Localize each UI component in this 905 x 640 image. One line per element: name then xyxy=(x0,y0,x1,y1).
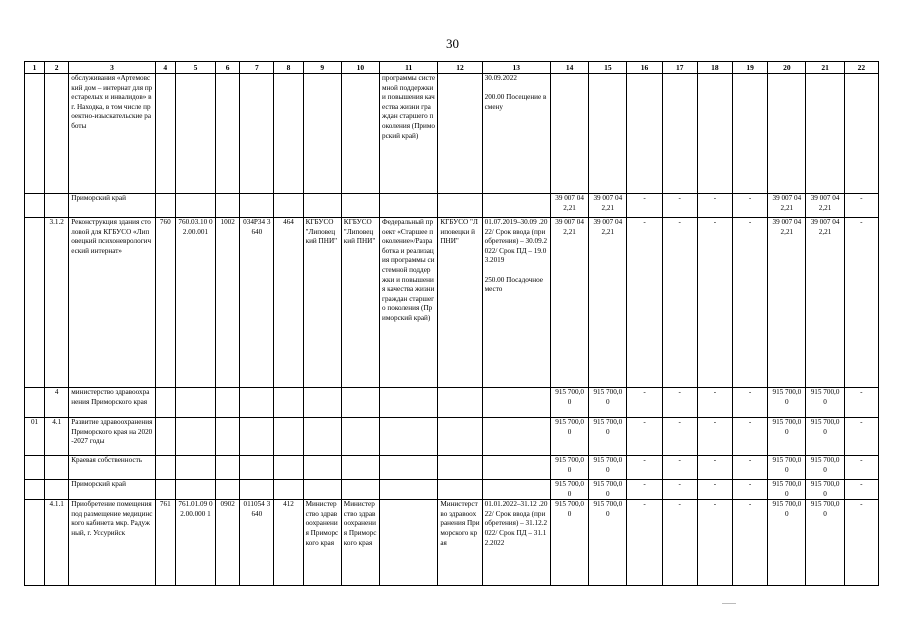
table-cell xyxy=(438,418,482,456)
table-cell xyxy=(303,74,341,194)
table-cell xyxy=(240,456,274,480)
table-cell: Краевая собственность xyxy=(69,456,156,480)
table-cell: - xyxy=(662,480,697,500)
table-cell: 760 xyxy=(155,218,175,388)
table-cell: 4.1.1 xyxy=(45,500,69,586)
table-cell xyxy=(240,194,274,218)
table-row xyxy=(25,388,879,418)
table-cell: 915 700,0 0 xyxy=(806,388,844,418)
table-cell xyxy=(155,456,175,480)
table-cell xyxy=(274,456,303,480)
table-cell xyxy=(240,418,274,456)
table-cell xyxy=(25,456,45,480)
page-number: 30 xyxy=(446,36,459,51)
table-cell: 915 700,0 0 xyxy=(550,500,588,586)
header-cell: 11 xyxy=(380,62,438,74)
table-cell xyxy=(274,194,303,218)
header-cell: 19 xyxy=(733,62,768,74)
header-cell: 9 xyxy=(303,62,341,74)
table-cell xyxy=(550,74,588,194)
table-cell: 39 007 04 2,21 xyxy=(806,218,844,388)
table-cell xyxy=(627,74,662,194)
table-cell xyxy=(482,456,550,480)
header-cell: 18 xyxy=(697,62,732,74)
table-cell: 915 700,0 0 xyxy=(550,456,588,480)
table-cell: Приморский край xyxy=(69,194,156,218)
table-cell xyxy=(240,74,274,194)
table-cell xyxy=(303,480,341,500)
table-cell xyxy=(768,74,806,194)
table-cell: - xyxy=(733,456,768,480)
table-cell xyxy=(274,480,303,500)
table-cell xyxy=(45,480,69,500)
table-row xyxy=(25,480,879,500)
table-cell xyxy=(25,388,45,418)
table-cell xyxy=(341,480,379,500)
table-row xyxy=(25,456,879,480)
table-cell xyxy=(662,74,697,194)
table-cell xyxy=(25,74,45,194)
table-cell: - xyxy=(697,500,732,586)
header-cell: 6 xyxy=(216,62,240,74)
table-cell: 761 xyxy=(155,500,175,586)
header-cell: 20 xyxy=(768,62,806,74)
table-cell: Реконструкция здания столовой для КГБУСО «Липовецкий психоневрологический интернат» xyxy=(69,218,156,388)
table-cell: 1002 xyxy=(216,218,240,388)
table-cell: КГБУСО "Липовец кий ПНИ" xyxy=(341,218,379,388)
table-cell: 915 700,0 0 xyxy=(768,500,806,586)
table-cell xyxy=(341,388,379,418)
table-cell xyxy=(303,418,341,456)
header-cell: 4 xyxy=(155,62,175,74)
table-row xyxy=(25,418,879,456)
table-cell: 915 700,0 0 xyxy=(806,418,844,456)
table-cell: 39 007 04 2,21 xyxy=(768,218,806,388)
table-cell: Развитие здравоохранения Приморского края на 2020-2027 годы xyxy=(69,418,156,456)
table-row xyxy=(25,218,879,388)
table-cell: программы системной поддержки и повышения качества жизни граждан старшего поколения (Приморский край) xyxy=(380,74,438,194)
table-cell xyxy=(216,388,240,418)
table-cell: 915 700,0 0 xyxy=(589,418,627,456)
table-cell: - xyxy=(662,456,697,480)
table-cell xyxy=(380,500,438,586)
table-cell: 4 xyxy=(45,388,69,418)
table-cell: - xyxy=(733,418,768,456)
table-cell xyxy=(697,74,732,194)
table-cell: 0902 xyxy=(216,500,240,586)
table-cell xyxy=(216,418,240,456)
table-cell xyxy=(380,418,438,456)
table-cell: 915 700,0 0 xyxy=(768,456,806,480)
header-row xyxy=(25,62,879,74)
table-cell xyxy=(175,194,215,218)
table-cell: обслуживания «Артемовский дом – интернат для престарелых и инвалидов» в г. Находка, в том числе проектно-изыскательские работы xyxy=(69,74,156,194)
table-cell xyxy=(155,74,175,194)
table-cell: Министерство здравоохранения Приморского края xyxy=(438,500,482,586)
table-cell xyxy=(25,480,45,500)
table-cell: 39 007 04 2,21 xyxy=(589,194,627,218)
table-cell: 39 007 04 2,21 xyxy=(589,218,627,388)
table-row xyxy=(25,74,879,194)
table-cell: - xyxy=(733,500,768,586)
header-cell: 1 xyxy=(25,62,45,74)
table-cell: 915 700,0 0 xyxy=(550,480,588,500)
table-cell: 915 700,0 0 xyxy=(550,388,588,418)
table-cell: Министерство здравоохранения Приморского края xyxy=(303,500,341,586)
table-cell xyxy=(155,388,175,418)
table-cell: Приморский край xyxy=(69,480,156,500)
table-cell xyxy=(240,388,274,418)
table-cell: 30.09.2022 200.00 Посещение в смену xyxy=(482,74,550,194)
table-cell: - xyxy=(697,218,732,388)
table-cell xyxy=(25,218,45,388)
table-cell: 4.1 xyxy=(45,418,69,456)
table-cell: 01.07.2019–30.09 .2022/ Срок ввода (приобретения) – 30.09.2022/ Срок ПД – 19.03.2019 250.00 Посадочное место xyxy=(482,218,550,388)
header-cell: 21 xyxy=(806,62,844,74)
table-cell: - xyxy=(733,480,768,500)
table-cell: 412 xyxy=(274,500,303,586)
header-cell: 12 xyxy=(438,62,482,74)
table-cell: - xyxy=(844,456,878,480)
table-cell xyxy=(155,194,175,218)
table-cell: 915 700,0 0 xyxy=(768,480,806,500)
table-cell: 3.1.2 xyxy=(45,218,69,388)
table-cell xyxy=(45,74,69,194)
table-cell: Приобретение помещения под размещение медицинского кабинета мкр. Радужный, г. Уссурийск xyxy=(69,500,156,586)
table-cell xyxy=(25,194,45,218)
table-cell xyxy=(274,388,303,418)
table-cell xyxy=(216,74,240,194)
header-cell: 22 xyxy=(844,62,878,74)
scan-mark xyxy=(722,603,736,604)
table-cell: - xyxy=(697,418,732,456)
header-cell: 17 xyxy=(662,62,697,74)
table-cell: - xyxy=(627,418,662,456)
table-cell: 915 700,0 0 xyxy=(806,456,844,480)
table-cell xyxy=(274,418,303,456)
table-cell xyxy=(341,456,379,480)
table-cell: 39 007 04 2,21 xyxy=(806,194,844,218)
table-cell xyxy=(216,456,240,480)
table-cell: 760.03.10 02.00.001 xyxy=(175,218,215,388)
table-cell: - xyxy=(844,218,878,388)
table-cell xyxy=(175,418,215,456)
table-cell: 01.01.2022–31.12 .2022/ Срок ввода (приобретения) – 31.12.2022/ Срок ПД – 31.12.2022 xyxy=(482,500,550,586)
table-cell: 915 700,0 0 xyxy=(806,480,844,500)
table-cell: - xyxy=(697,194,732,218)
table-cell xyxy=(175,74,215,194)
table-cell xyxy=(482,480,550,500)
table-cell xyxy=(240,480,274,500)
table-cell xyxy=(303,456,341,480)
table-cell xyxy=(45,456,69,480)
table-cell: 915 700,0 0 xyxy=(806,500,844,586)
header-cell: 15 xyxy=(589,62,627,74)
table-cell xyxy=(303,388,341,418)
table-cell: 034P34 3640 xyxy=(240,218,274,388)
table-cell xyxy=(380,194,438,218)
table-cell: 915 700,0 0 xyxy=(768,388,806,418)
table-cell xyxy=(274,74,303,194)
table-cell: - xyxy=(844,194,878,218)
table-cell xyxy=(806,74,844,194)
table-cell: - xyxy=(733,218,768,388)
header-cell: 14 xyxy=(550,62,588,74)
table-cell: - xyxy=(844,388,878,418)
table-cell xyxy=(380,480,438,500)
table-cell: 39 007 04 2,21 xyxy=(768,194,806,218)
header-cell: 16 xyxy=(627,62,662,74)
table-cell xyxy=(25,500,45,586)
table-cell: - xyxy=(697,480,732,500)
table-cell: 464 xyxy=(274,218,303,388)
table-cell: 011054 3640 xyxy=(240,500,274,586)
table-cell xyxy=(341,418,379,456)
table-cell: - xyxy=(662,500,697,586)
table-cell: КГБУСО "Липовецки й ПНИ" xyxy=(438,218,482,388)
header-cell: 13 xyxy=(482,62,550,74)
table-cell: 39 007 04 2,21 xyxy=(550,194,588,218)
table-cell xyxy=(438,456,482,480)
table-cell: 39 007 04 2,21 xyxy=(550,218,588,388)
table-row xyxy=(25,194,879,218)
table-cell xyxy=(482,418,550,456)
table-cell xyxy=(175,388,215,418)
table-cell: - xyxy=(627,194,662,218)
table-cell xyxy=(175,456,215,480)
table-cell: 915 700,0 0 xyxy=(589,388,627,418)
table-cell: 915 700,0 0 xyxy=(589,500,627,586)
header-cell: 8 xyxy=(274,62,303,74)
table-cell xyxy=(45,194,69,218)
table-cell xyxy=(155,418,175,456)
table-cell: - xyxy=(627,500,662,586)
table-cell: Министерство здравоохранения Приморского края xyxy=(341,500,379,586)
header-cell: 10 xyxy=(341,62,379,74)
table-cell xyxy=(482,194,550,218)
table-cell: 761.01.09 02.00.000 1 xyxy=(175,500,215,586)
table-cell: 01 xyxy=(25,418,45,456)
table-cell: - xyxy=(844,418,878,456)
table-cell: - xyxy=(627,456,662,480)
table-cell xyxy=(380,388,438,418)
table-cell: - xyxy=(662,194,697,218)
table-cell xyxy=(438,194,482,218)
header-cell: 5 xyxy=(175,62,215,74)
table-cell xyxy=(175,480,215,500)
table-row xyxy=(25,500,879,586)
table-cell: 915 700,0 0 xyxy=(589,480,627,500)
table-cell xyxy=(733,74,768,194)
table-cell: - xyxy=(844,500,878,586)
table-cell xyxy=(438,388,482,418)
header-cell: 7 xyxy=(240,62,274,74)
table-cell: - xyxy=(733,194,768,218)
table-cell xyxy=(589,74,627,194)
table-cell xyxy=(844,74,878,194)
table-cell: - xyxy=(627,218,662,388)
table-cell: - xyxy=(697,388,732,418)
table-cell xyxy=(216,194,240,218)
table-cell xyxy=(303,194,341,218)
table-cell: 915 700,0 0 xyxy=(550,418,588,456)
table-cell xyxy=(155,480,175,500)
table-cell: 915 700,0 0 xyxy=(768,418,806,456)
table-cell xyxy=(216,480,240,500)
table-cell xyxy=(482,388,550,418)
table-cell: КГБУСО "Липовец кий ПНИ" xyxy=(303,218,341,388)
table-cell: - xyxy=(627,388,662,418)
table-cell: - xyxy=(662,388,697,418)
table-cell xyxy=(341,194,379,218)
table-cell xyxy=(380,456,438,480)
investment-table xyxy=(24,61,879,586)
table-cell: Федеральный проект «Старшее поколение»/Разработка и реализация программы системной поддержки и повышения качества жизни граждан старшего поколения (Приморский край) xyxy=(380,218,438,388)
table-cell: - xyxy=(662,218,697,388)
header-cell: 3 xyxy=(69,62,156,74)
table-cell: - xyxy=(844,480,878,500)
table-cell: - xyxy=(697,456,732,480)
table-cell xyxy=(438,480,482,500)
table-cell: министерство здравоохранения Приморского края xyxy=(69,388,156,418)
table-cell: - xyxy=(733,388,768,418)
table-cell: - xyxy=(627,480,662,500)
table-cell xyxy=(341,74,379,194)
table-cell: 915 700,0 0 xyxy=(589,456,627,480)
header-cell: 2 xyxy=(45,62,69,74)
table-cell xyxy=(438,74,482,194)
table-cell: - xyxy=(662,418,697,456)
